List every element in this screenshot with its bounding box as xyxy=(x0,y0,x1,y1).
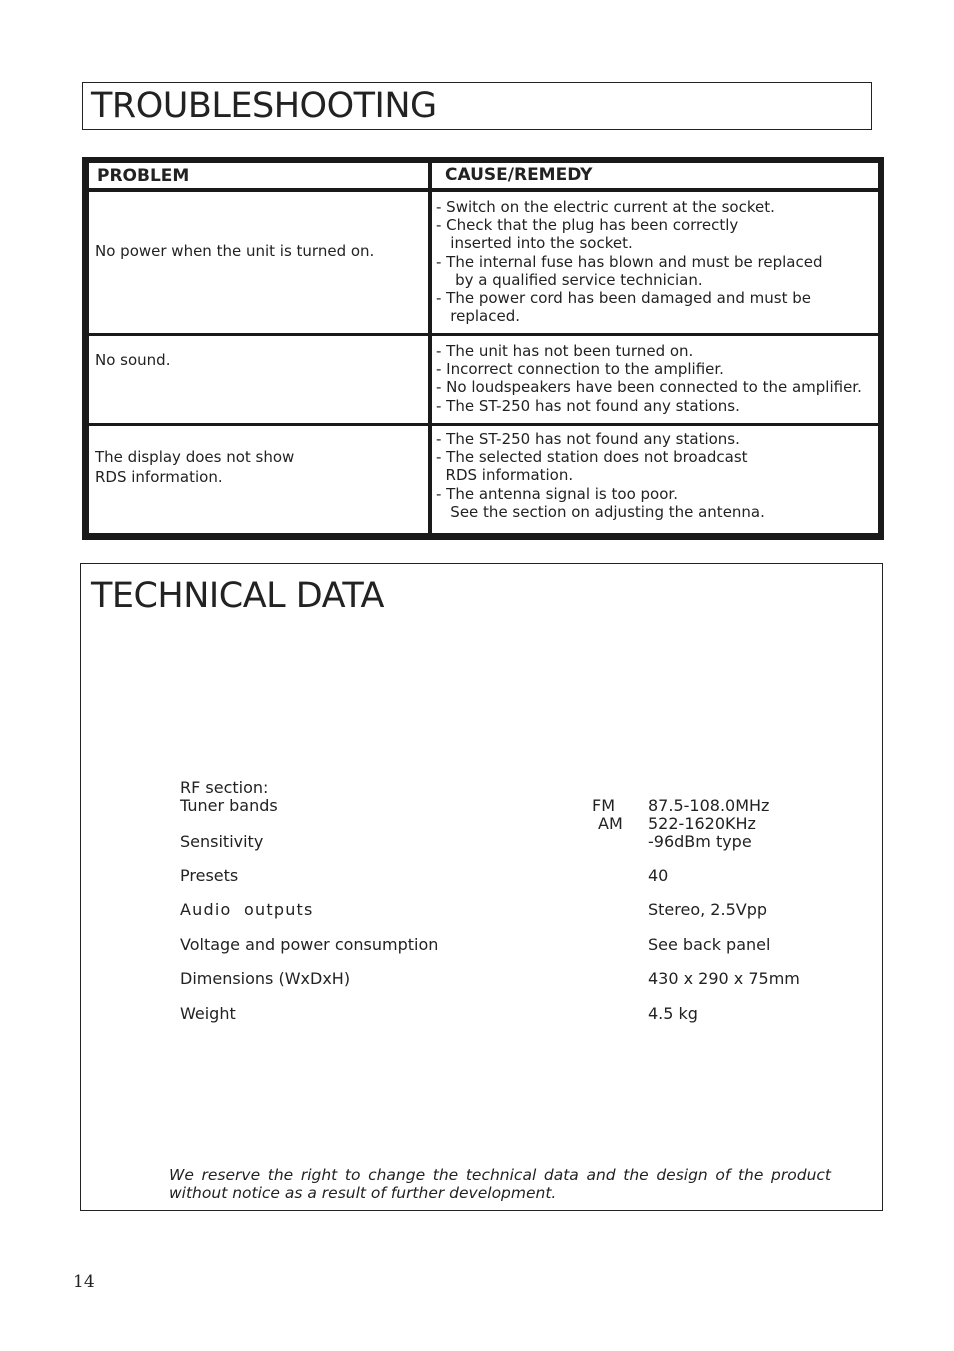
table-row-1-problem xyxy=(89,192,428,333)
disclaimer-note: We reserve the right to change the technical data and the design of the product without notice as a result of further development. xyxy=(169,1166,831,1202)
technical-data-title: TECHNICAL DATA xyxy=(91,576,384,616)
remedy-line: - The internal fuse has blown and must be replaced xyxy=(436,252,823,271)
table-row-3-problem xyxy=(89,426,428,533)
problem-header: PROBLEM xyxy=(97,166,190,186)
remedy-list xyxy=(436,198,823,325)
problem-line: RDS information. xyxy=(95,468,223,486)
problem-line: The display does not show xyxy=(95,448,295,466)
dimensions-value: 430 x 290 x 75mm xyxy=(648,969,800,988)
dimensions-label: Dimensions (WxDxH) xyxy=(180,969,351,988)
weight-value: 4.5 kg xyxy=(648,1004,698,1023)
cause-header-cell xyxy=(432,163,878,188)
remedy-line: replaced. xyxy=(436,307,521,326)
troubleshooting-table xyxy=(82,157,884,540)
problem-text xyxy=(95,447,294,487)
troubleshooting-title: TROUBLESHOOTING xyxy=(91,86,437,126)
sensitivity-value: -96dBm type xyxy=(648,832,752,851)
tuner-bands-label: Tuner bands xyxy=(180,796,278,815)
remedy-line: - Check that the plug has been correctly xyxy=(436,216,739,235)
am-label: AM xyxy=(598,814,623,833)
remedy-list xyxy=(436,342,862,415)
remedy-line: - The antenna signal is too poor. xyxy=(436,484,678,503)
remedy-line: - The selected station does not broadcast xyxy=(436,448,748,467)
presets-value: 40 xyxy=(648,866,669,885)
remedy-line: inserted into the socket. xyxy=(436,234,633,253)
sensitivity-label: Sensitivity xyxy=(180,832,264,851)
table-row-2-remedy xyxy=(432,336,878,423)
fm-value: 87.5-108.0MHz xyxy=(648,796,770,815)
audio-outputs-value: Stereo, 2.5Vpp xyxy=(648,900,768,919)
problem-header-cell xyxy=(89,163,428,188)
technical-data-box xyxy=(80,563,883,1211)
remedy-line: - The ST-250 has not found any stations. xyxy=(436,396,740,415)
remedy-line: - The power cord has been damaged and must be xyxy=(436,289,812,308)
remedy-line: - The ST-250 has not found any stations. xyxy=(436,430,740,448)
remedy-line: by a qualified service technician. xyxy=(436,270,703,289)
table-row-2-problem xyxy=(89,336,428,423)
problem-text: No power when the unit is turned on. xyxy=(95,242,375,260)
remedy-line: - Incorrect connection to the amplifier. xyxy=(436,360,724,379)
voltage-value: See back panel xyxy=(648,935,771,954)
presets-label: Presets xyxy=(180,866,239,885)
remedy-line: See the section on adjusting the antenna. xyxy=(436,502,765,521)
am-value: 522-1620KHz xyxy=(648,814,756,833)
troubleshooting-title-box xyxy=(82,82,872,130)
voltage-label: Voltage and power consumption xyxy=(180,935,439,954)
remedy-line: - Switch on the electric current at the socket. xyxy=(436,198,775,216)
cause-header: CAUSE/REMEDY xyxy=(445,165,593,185)
weight-label: Weight xyxy=(180,1004,236,1023)
remedy-line: RDS information. xyxy=(436,466,574,485)
rf-section-label: RF section: xyxy=(180,778,269,797)
table-row-1-remedy xyxy=(432,192,878,333)
page-number: 14 xyxy=(73,1272,95,1292)
remedy-line: - No loudspeakers have been connected to the amplifier. xyxy=(436,378,862,397)
remedy-list xyxy=(436,430,765,521)
remedy-line: - The unit has not been turned on. xyxy=(436,342,694,360)
audio-outputs-label: Audio outputs xyxy=(180,900,314,919)
fm-label: FM xyxy=(592,796,616,815)
table-row-3-remedy xyxy=(432,426,878,533)
problem-text: No sound. xyxy=(95,351,171,369)
